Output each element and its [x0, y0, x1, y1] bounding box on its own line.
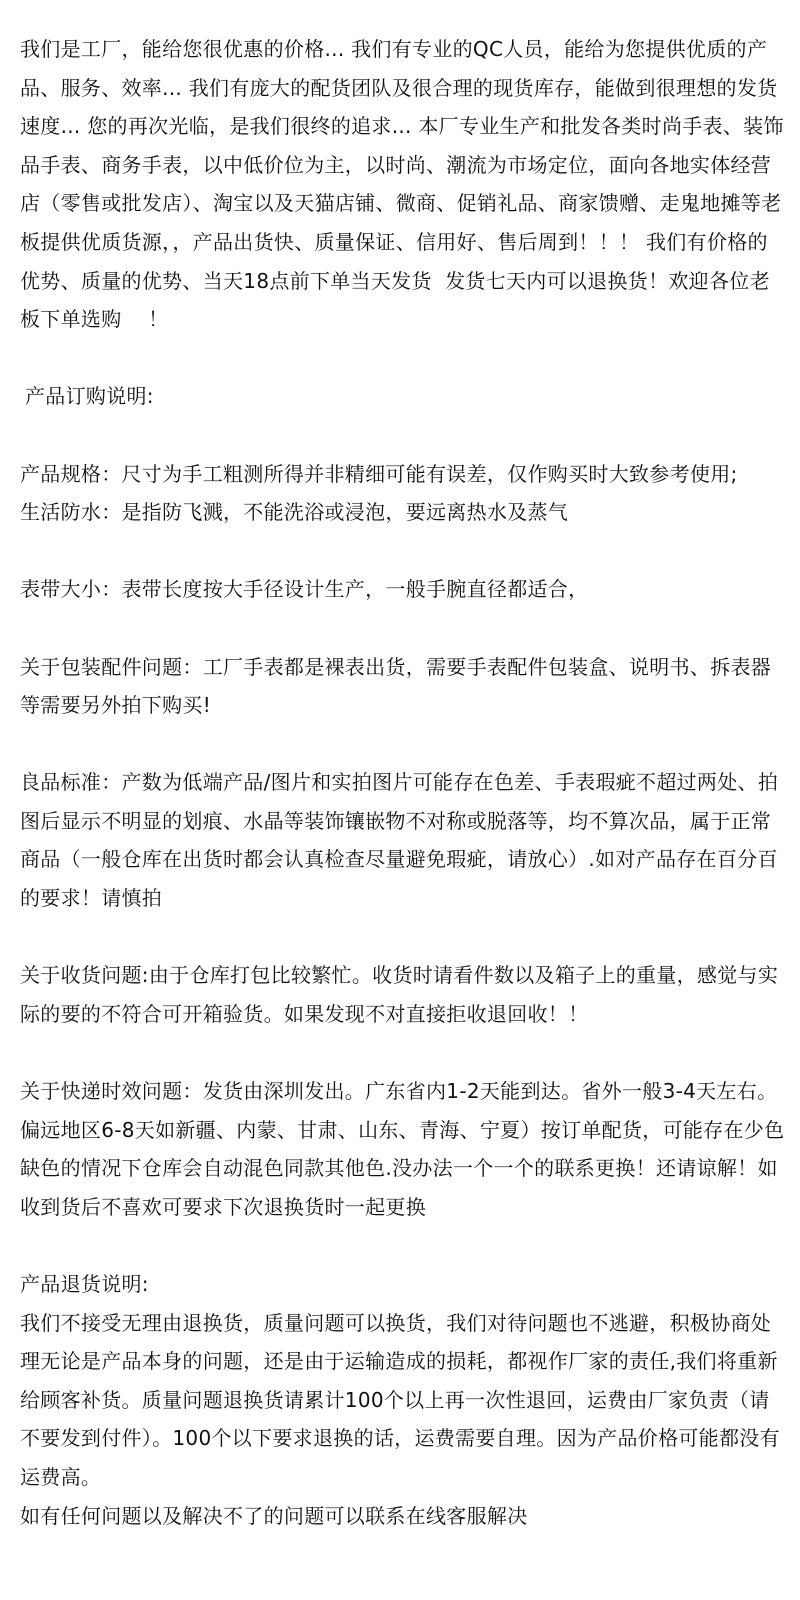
- return-policy-paragraph: 我们不接受无理由退换货，质量问题可以换货，我们对待问题也不逃避，积极协商处理无论是产品本身的问题，还是由于运输造成的损耗，都视作厂家的责任,我们将重新给顾客补货。质量问题退换货请累计100个以上再一次性退回，运费由厂家负责（请不要发到付件）。100个以下要求退换的话，运费需要自理。因为产品价格可能都没有运费高。: [20, 1310, 780, 1489]
- spacer: [20, 725, 785, 764]
- order-heading: 产品订购说明:: [25, 384, 154, 409]
- spacer: [20, 339, 785, 378]
- contact-paragraph: 如有任何问题以及解决不了的问题可以联系在线客服解决: [20, 1503, 528, 1528]
- receiving-paragraph: 关于收货问题:由于仓库打包比较繁忙。收货时请看件数以及箱子上的重量，感觉与实际的要的不符合可开箱验货。如果发现不对直接拒收退回收！！: [20, 963, 779, 1026]
- return-heading: 产品退货说明:: [20, 1272, 149, 1296]
- document-body: [20, 30, 785, 1535]
- spec-paragraph: 产品规格：尺寸为手工粗测所得并非精细可能有误差，仅作购买时大致参考使用;: [20, 461, 738, 486]
- intro-paragraph: 我们是工厂，能给您很优惠的价格... 我们有专业的QC人员，能给为您提供优质的产品、服务、效率... 我们有庞大的配货团队及很合理的现货库存，能做到很理想的发货速度... 您的再次光临，是我们很终的追求... 本厂专业生产和批发各类时尚手表、装饰品手表、商务手表，以中低价位为主，以时尚、潮流为市场定位，面向各地实体经营店（零售或批发店）、淘宝以及天猫店铺、微商、促销礼品、商家馈赠、走鬼地摊等老板提供优质货源，，产品出货快、质量保证、信用好、售后周到！！！ 我们有价格的优势、质量的优势、当天18点前下单当天发货 发货七天内可以退换货！欢迎各位老板下单选购 ！: [20, 37, 784, 332]
- spacer: [20, 1033, 785, 1072]
- spacer: [20, 609, 785, 648]
- packaging-paragraph: 关于包装配件问题：工厂手表都是裸表出货，需要手表配件包装盒、说明书、拆表器等需要另外拍下购买!: [20, 654, 772, 718]
- strap-paragraph: 表带大小：表带长度按大手径设计生产，一般手腕直径都适合，: [20, 577, 589, 602]
- shipping-paragraph: 关于快递时效问题：发货由深圳发出。广东省内1-2天能到达。省外一般3-4天左右。偏远地区6-8天如新疆、内蒙、甘肃、山东、青海、宁夏）按订单配货，可能存在少色缺色的情况下仓库会自动混色同款其他色.没办法一个一个的联系更换！还请谅解！如收到货后不喜欢可要求下次退换货时一起更换: [20, 1079, 785, 1219]
- spacer: [20, 1226, 785, 1265]
- quality-paragraph: 良品标准：产数为低端产品/图片和实拍图片可能存在色差、手表瑕疵不超过两处、拍图后显示不明显的划痕、水晶等装饰镶嵌物不对称或脱落等，均不算次品，属于正常商品（一般仓库在出货时都会认真检查尽量避免瑕疵，请放心）.如对产品存在百分百的要求！请慎拍: [20, 770, 779, 911]
- waterproof-paragraph: 生活防水：是指防飞溅，不能洗浴或浸泡，要远离热水及蒸气: [20, 500, 569, 525]
- spacer: [20, 416, 785, 455]
- spacer: [20, 532, 785, 571]
- spacer: [20, 918, 785, 957]
